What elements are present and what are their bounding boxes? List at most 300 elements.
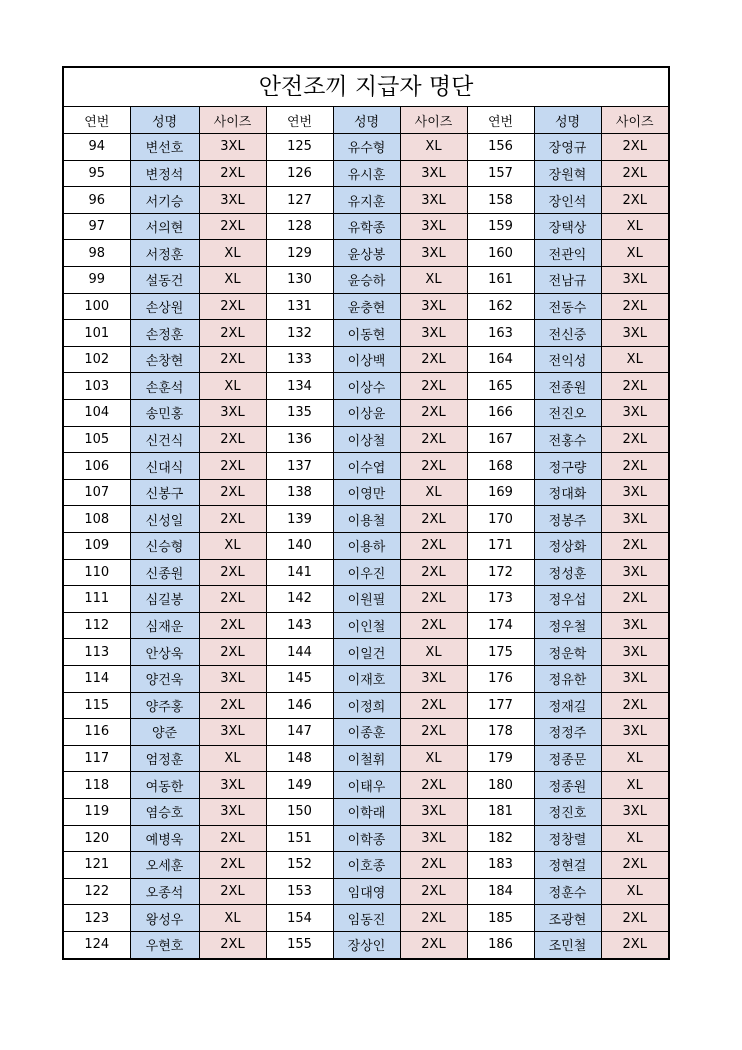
size-cell: 2XL	[400, 506, 467, 533]
name-cell: 정재길	[534, 692, 601, 719]
size-cell: 2XL	[601, 586, 668, 613]
size-cell: 2XL	[199, 931, 266, 958]
name-cell: 장상인	[333, 931, 400, 958]
size-cell: 2XL	[199, 479, 266, 506]
column-header: 연번	[467, 107, 534, 134]
serial-number-cell: 152	[266, 852, 333, 879]
size-cell: XL	[601, 825, 668, 852]
serial-number-cell: 176	[467, 665, 534, 692]
serial-number-cell: 103	[64, 373, 130, 400]
size-cell: XL	[601, 240, 668, 267]
size-cell: 2XL	[400, 852, 467, 879]
size-cell: 2XL	[199, 559, 266, 586]
serial-number-cell: 139	[266, 506, 333, 533]
roster-sheet	[62, 66, 670, 960]
serial-number-cell: 97	[64, 213, 130, 240]
serial-number-cell: 142	[266, 586, 333, 613]
serial-number-cell: 120	[64, 825, 130, 852]
name-cell: 이우진	[333, 559, 400, 586]
serial-number-cell: 115	[64, 692, 130, 719]
size-cell: 2XL	[199, 346, 266, 373]
column-header: 성명	[130, 107, 199, 134]
serial-number-cell: 121	[64, 852, 130, 879]
serial-number-cell: 106	[64, 453, 130, 480]
name-cell: 정정주	[534, 719, 601, 746]
name-cell: 이종훈	[333, 719, 400, 746]
name-cell: 이동현	[333, 320, 400, 347]
table-row	[64, 665, 668, 692]
serial-number-cell: 133	[266, 346, 333, 373]
name-cell: 정훈수	[534, 878, 601, 905]
column-header: 연번	[64, 107, 130, 134]
size-cell: 3XL	[601, 400, 668, 427]
table-row	[64, 506, 668, 533]
name-cell: 정상화	[534, 533, 601, 560]
serial-number-cell: 101	[64, 320, 130, 347]
table-row	[64, 772, 668, 799]
name-cell: 서기승	[130, 187, 199, 214]
serial-number-cell: 178	[467, 719, 534, 746]
page-title: 안전조끼 지급자 명단	[64, 68, 668, 107]
name-cell: 염승호	[130, 798, 199, 825]
table-row	[64, 293, 668, 320]
name-cell: 손정훈	[130, 320, 199, 347]
size-cell: 2XL	[199, 692, 266, 719]
size-cell: 3XL	[601, 665, 668, 692]
serial-number-cell: 145	[266, 665, 333, 692]
name-cell: 손훈석	[130, 373, 199, 400]
serial-number-cell: 131	[266, 293, 333, 320]
header-row	[64, 107, 668, 134]
size-cell: 2XL	[199, 293, 266, 320]
table-row	[64, 745, 668, 772]
size-cell: 2XL	[400, 400, 467, 427]
size-cell: XL	[601, 878, 668, 905]
name-cell: 이원필	[333, 586, 400, 613]
serial-number-cell: 173	[467, 586, 534, 613]
size-cell: 2XL	[199, 426, 266, 453]
column-header: 사이즈	[199, 107, 266, 134]
name-cell: 양주홍	[130, 692, 199, 719]
table-row	[64, 346, 668, 373]
column-header: 성명	[534, 107, 601, 134]
name-cell: 임동진	[333, 905, 400, 932]
serial-number-cell: 162	[467, 293, 534, 320]
table-row	[64, 931, 668, 958]
size-cell: 2XL	[199, 506, 266, 533]
name-cell: 유수형	[333, 134, 400, 161]
serial-number-cell: 148	[266, 745, 333, 772]
serial-number-cell: 98	[64, 240, 130, 267]
size-cell: 3XL	[400, 240, 467, 267]
size-cell: 2XL	[199, 878, 266, 905]
size-cell: 3XL	[199, 772, 266, 799]
name-cell: 이철휘	[333, 745, 400, 772]
size-cell: 2XL	[400, 453, 467, 480]
name-cell: 심길봉	[130, 586, 199, 613]
name-cell: 이인철	[333, 612, 400, 639]
size-cell: XL	[400, 134, 467, 161]
name-cell: 이학래	[333, 798, 400, 825]
size-cell: 2XL	[400, 612, 467, 639]
serial-number-cell: 177	[467, 692, 534, 719]
size-cell: 2XL	[400, 533, 467, 560]
name-cell: 유학종	[333, 213, 400, 240]
table-row	[64, 267, 668, 294]
size-cell: 2XL	[400, 346, 467, 373]
size-cell: 2XL	[400, 931, 467, 958]
size-cell: 3XL	[199, 719, 266, 746]
size-cell: 3XL	[601, 798, 668, 825]
serial-number-cell: 157	[467, 160, 534, 187]
size-cell: 2XL	[199, 825, 266, 852]
size-cell: XL	[601, 213, 668, 240]
serial-number-cell: 182	[467, 825, 534, 852]
serial-number-cell: 107	[64, 479, 130, 506]
serial-number-cell: 127	[266, 187, 333, 214]
serial-number-cell: 161	[467, 267, 534, 294]
size-cell: XL	[199, 533, 266, 560]
name-cell: 정유한	[534, 665, 601, 692]
name-cell: 조광현	[534, 905, 601, 932]
name-cell: 신건식	[130, 426, 199, 453]
size-cell: 3XL	[400, 798, 467, 825]
serial-number-cell: 128	[266, 213, 333, 240]
size-cell: 2XL	[601, 293, 668, 320]
name-cell: 심재운	[130, 612, 199, 639]
size-cell: 2XL	[601, 533, 668, 560]
serial-number-cell: 159	[467, 213, 534, 240]
table-row	[64, 426, 668, 453]
table-row	[64, 160, 668, 187]
serial-number-cell: 95	[64, 160, 130, 187]
name-cell: 정진호	[534, 798, 601, 825]
size-cell: 3XL	[199, 400, 266, 427]
serial-number-cell: 130	[266, 267, 333, 294]
serial-number-cell: 94	[64, 134, 130, 161]
name-cell: 이학종	[333, 825, 400, 852]
size-cell: 2XL	[601, 134, 668, 161]
serial-number-cell: 126	[266, 160, 333, 187]
size-cell: 3XL	[199, 798, 266, 825]
serial-number-cell: 170	[467, 506, 534, 533]
table-row	[64, 852, 668, 879]
serial-number-cell: 114	[64, 665, 130, 692]
size-cell: 2XL	[601, 852, 668, 879]
size-cell: 2XL	[601, 905, 668, 932]
name-cell: 정종문	[534, 745, 601, 772]
name-cell: 이영만	[333, 479, 400, 506]
table-row	[64, 878, 668, 905]
size-cell: 2XL	[400, 373, 467, 400]
table-row	[64, 533, 668, 560]
name-cell: 전홍수	[534, 426, 601, 453]
serial-number-cell: 134	[266, 373, 333, 400]
size-cell: 3XL	[601, 719, 668, 746]
serial-number-cell: 117	[64, 745, 130, 772]
serial-number-cell: 135	[266, 400, 333, 427]
serial-number-cell: 183	[467, 852, 534, 879]
name-cell: 전동수	[534, 293, 601, 320]
size-cell: 3XL	[400, 187, 467, 214]
table-row	[64, 400, 668, 427]
name-cell: 전진오	[534, 400, 601, 427]
size-cell: 2XL	[601, 373, 668, 400]
name-cell: 오종석	[130, 878, 199, 905]
size-cell: XL	[601, 772, 668, 799]
name-cell: 이일건	[333, 639, 400, 666]
serial-number-cell: 138	[266, 479, 333, 506]
name-cell: 이수엽	[333, 453, 400, 480]
size-cell: 2XL	[601, 453, 668, 480]
size-cell: XL	[199, 267, 266, 294]
serial-number-cell: 167	[467, 426, 534, 453]
serial-number-cell: 154	[266, 905, 333, 932]
size-cell: XL	[400, 267, 467, 294]
size-cell: 2XL	[199, 160, 266, 187]
name-cell: 유지훈	[333, 187, 400, 214]
serial-number-cell: 144	[266, 639, 333, 666]
name-cell: 전종원	[534, 373, 601, 400]
size-cell: XL	[199, 905, 266, 932]
table-row	[64, 187, 668, 214]
size-cell: 3XL	[400, 825, 467, 852]
size-cell: 2XL	[400, 559, 467, 586]
serial-number-cell: 151	[266, 825, 333, 852]
size-cell: 2XL	[400, 719, 467, 746]
serial-number-cell: 163	[467, 320, 534, 347]
size-cell: 2XL	[199, 586, 266, 613]
name-cell: 변정석	[130, 160, 199, 187]
serial-number-cell: 181	[467, 798, 534, 825]
size-cell: XL	[400, 745, 467, 772]
size-cell: 2XL	[199, 453, 266, 480]
serial-number-cell: 102	[64, 346, 130, 373]
name-cell: 임대영	[333, 878, 400, 905]
name-cell: 안상욱	[130, 639, 199, 666]
name-cell: 왕성우	[130, 905, 199, 932]
size-cell: 2XL	[601, 931, 668, 958]
serial-number-cell: 136	[266, 426, 333, 453]
size-cell: 2XL	[400, 586, 467, 613]
size-cell: 3XL	[400, 160, 467, 187]
table-row	[64, 586, 668, 613]
serial-number-cell: 119	[64, 798, 130, 825]
name-cell: 양건욱	[130, 665, 199, 692]
serial-number-cell: 164	[467, 346, 534, 373]
name-cell: 예병욱	[130, 825, 199, 852]
serial-number-cell: 153	[266, 878, 333, 905]
size-cell: 3XL	[601, 639, 668, 666]
size-cell: 3XL	[601, 267, 668, 294]
name-cell: 이용철	[333, 506, 400, 533]
serial-number-cell: 156	[467, 134, 534, 161]
serial-number-cell: 169	[467, 479, 534, 506]
size-cell: XL	[199, 240, 266, 267]
size-cell: 2XL	[400, 772, 467, 799]
serial-number-cell: 109	[64, 533, 130, 560]
name-cell: 이상백	[333, 346, 400, 373]
serial-number-cell: 180	[467, 772, 534, 799]
size-cell: 3XL	[199, 665, 266, 692]
table-row	[64, 453, 668, 480]
serial-number-cell: 184	[467, 878, 534, 905]
table-row	[64, 692, 668, 719]
roster-table	[64, 107, 668, 958]
name-cell: 전신중	[534, 320, 601, 347]
size-cell: 3XL	[601, 612, 668, 639]
serial-number-cell: 158	[467, 187, 534, 214]
serial-number-cell: 123	[64, 905, 130, 932]
serial-number-cell: 165	[467, 373, 534, 400]
name-cell: 서정훈	[130, 240, 199, 267]
serial-number-cell: 146	[266, 692, 333, 719]
name-cell: 정운학	[534, 639, 601, 666]
serial-number-cell: 118	[64, 772, 130, 799]
name-cell: 신승형	[130, 533, 199, 560]
size-cell: XL	[601, 745, 668, 772]
name-cell: 이호종	[333, 852, 400, 879]
name-cell: 엄정훈	[130, 745, 199, 772]
serial-number-cell: 124	[64, 931, 130, 958]
serial-number-cell: 116	[64, 719, 130, 746]
serial-number-cell: 104	[64, 400, 130, 427]
table-row	[64, 373, 668, 400]
serial-number-cell: 113	[64, 639, 130, 666]
size-cell: 2XL	[601, 160, 668, 187]
serial-number-cell: 110	[64, 559, 130, 586]
size-cell: XL	[199, 373, 266, 400]
size-cell: 2XL	[400, 426, 467, 453]
name-cell: 정봉주	[534, 506, 601, 533]
name-cell: 장인석	[534, 187, 601, 214]
serial-number-cell: 160	[467, 240, 534, 267]
serial-number-cell: 155	[266, 931, 333, 958]
size-cell: XL	[400, 479, 467, 506]
table-row	[64, 612, 668, 639]
serial-number-cell: 174	[467, 612, 534, 639]
table-row	[64, 240, 668, 267]
size-cell: 3XL	[400, 320, 467, 347]
serial-number-cell: 172	[467, 559, 534, 586]
serial-number-cell: 132	[266, 320, 333, 347]
name-cell: 송민홍	[130, 400, 199, 427]
name-cell: 정창렬	[534, 825, 601, 852]
size-cell: 3XL	[601, 506, 668, 533]
serial-number-cell: 96	[64, 187, 130, 214]
table-row	[64, 559, 668, 586]
name-cell: 정현걸	[534, 852, 601, 879]
name-cell: 장택상	[534, 213, 601, 240]
name-cell: 전관익	[534, 240, 601, 267]
name-cell: 정종원	[534, 772, 601, 799]
name-cell: 전익성	[534, 346, 601, 373]
serial-number-cell: 122	[64, 878, 130, 905]
size-cell: 3XL	[400, 213, 467, 240]
size-cell: 3XL	[400, 665, 467, 692]
size-cell: 2XL	[199, 320, 266, 347]
serial-number-cell: 143	[266, 612, 333, 639]
serial-number-cell: 105	[64, 426, 130, 453]
serial-number-cell: 171	[467, 533, 534, 560]
name-cell: 신종원	[130, 559, 199, 586]
size-cell: 3XL	[199, 134, 266, 161]
size-cell: XL	[400, 639, 467, 666]
name-cell: 이재호	[333, 665, 400, 692]
size-cell: 2XL	[601, 426, 668, 453]
name-cell: 여동한	[130, 772, 199, 799]
serial-number-cell: 140	[266, 533, 333, 560]
column-header: 사이즈	[601, 107, 668, 134]
size-cell: 2XL	[400, 878, 467, 905]
table-row	[64, 825, 668, 852]
size-cell: 2XL	[199, 612, 266, 639]
name-cell: 신봉구	[130, 479, 199, 506]
name-cell: 이정희	[333, 692, 400, 719]
serial-number-cell: 185	[467, 905, 534, 932]
name-cell: 이상수	[333, 373, 400, 400]
name-cell: 손창현	[130, 346, 199, 373]
serial-number-cell: 147	[266, 719, 333, 746]
name-cell: 설동건	[130, 267, 199, 294]
name-cell: 손상원	[130, 293, 199, 320]
table-row	[64, 639, 668, 666]
size-cell: 2XL	[400, 692, 467, 719]
name-cell: 윤상봉	[333, 240, 400, 267]
serial-number-cell: 111	[64, 586, 130, 613]
name-cell: 정성훈	[534, 559, 601, 586]
name-cell: 조민철	[534, 931, 601, 958]
size-cell: 3XL	[601, 479, 668, 506]
name-cell: 이용하	[333, 533, 400, 560]
table-row	[64, 479, 668, 506]
serial-number-cell: 129	[266, 240, 333, 267]
serial-number-cell: 150	[266, 798, 333, 825]
name-cell: 유시훈	[333, 160, 400, 187]
column-header: 연번	[266, 107, 333, 134]
name-cell: 전남규	[534, 267, 601, 294]
name-cell: 정우철	[534, 612, 601, 639]
size-cell: 3XL	[400, 293, 467, 320]
name-cell: 변선호	[130, 134, 199, 161]
size-cell: 2XL	[199, 639, 266, 666]
table-row	[64, 719, 668, 746]
serial-number-cell: 175	[467, 639, 534, 666]
table-row	[64, 798, 668, 825]
size-cell: 2XL	[601, 692, 668, 719]
name-cell: 신대식	[130, 453, 199, 480]
size-cell: 3XL	[199, 187, 266, 214]
serial-number-cell: 186	[467, 931, 534, 958]
serial-number-cell: 100	[64, 293, 130, 320]
name-cell: 정우섭	[534, 586, 601, 613]
serial-number-cell: 108	[64, 506, 130, 533]
column-header: 성명	[333, 107, 400, 134]
name-cell: 서의현	[130, 213, 199, 240]
table-row	[64, 320, 668, 347]
name-cell: 신성일	[130, 506, 199, 533]
serial-number-cell: 141	[266, 559, 333, 586]
name-cell: 윤승하	[333, 267, 400, 294]
size-cell: 2XL	[601, 187, 668, 214]
table-row	[64, 905, 668, 932]
serial-number-cell: 149	[266, 772, 333, 799]
name-cell: 장원혁	[534, 160, 601, 187]
name-cell: 정대화	[534, 479, 601, 506]
serial-number-cell: 137	[266, 453, 333, 480]
serial-number-cell: 112	[64, 612, 130, 639]
name-cell: 이태우	[333, 772, 400, 799]
